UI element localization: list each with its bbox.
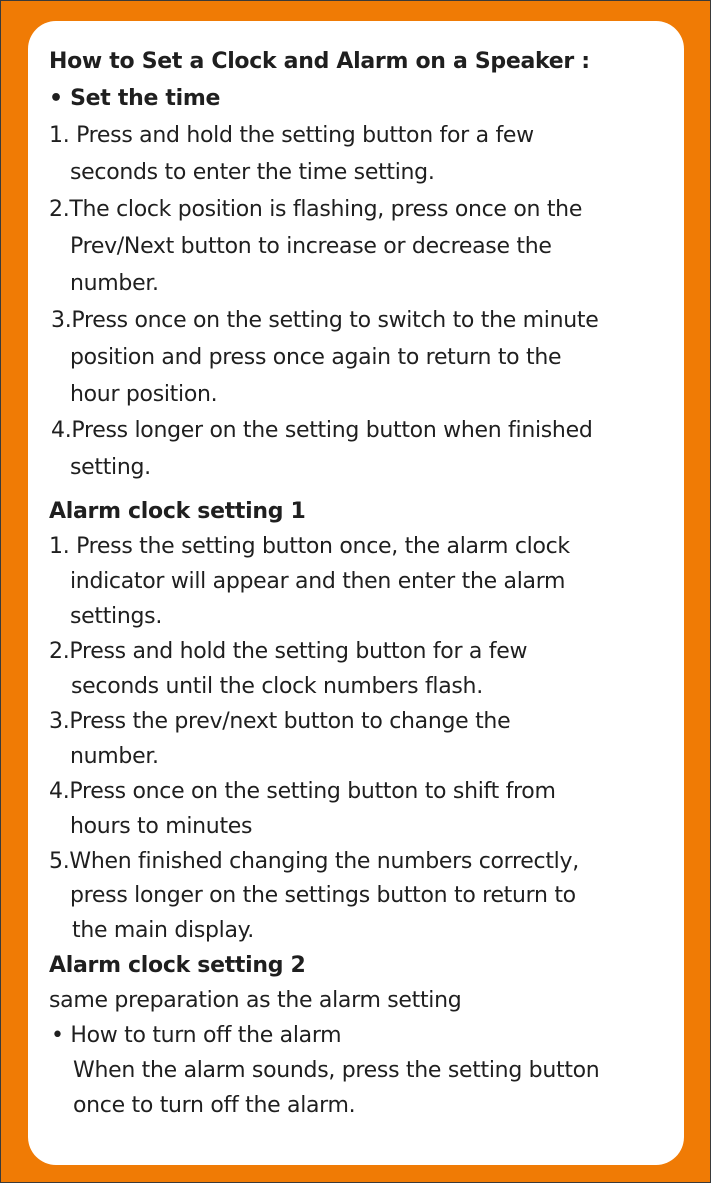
alarm1-step-2-line-2: seconds until the clock numbers flash. bbox=[71, 674, 483, 699]
set-time-step-2-line-2: Prev/Next button to increase or decrease the bbox=[70, 234, 552, 259]
set-time-step-4-line-2: setting. bbox=[70, 455, 151, 480]
alarm1-step-3-line-1: 3.Press the prev/next button to change the bbox=[49, 709, 511, 734]
instruction-card bbox=[28, 21, 684, 1165]
set-time-step-1-line-1: 1. Press and hold the setting button for a few bbox=[49, 123, 534, 148]
alarm1-step-3-line-2: number. bbox=[70, 744, 159, 769]
alarm1-heading: Alarm clock setting 1 bbox=[49, 499, 306, 524]
alarm2-note-line-1: When the alarm sounds, press the setting button bbox=[73, 1058, 600, 1083]
alarm1-step-5-line-1: 5.When finished changing the numbers correctly, bbox=[49, 849, 579, 874]
set-time-step-3-line-1: 3.Press once on the setting to switch to the minute bbox=[51, 308, 599, 333]
set-time-step-4-line-1: 4.Press longer on the setting button when finished bbox=[51, 418, 593, 443]
set-time-heading: • Set the time bbox=[49, 86, 221, 111]
alarm1-step-1-line-1: 1. Press the setting button once, the alarm clock bbox=[49, 534, 570, 559]
set-time-step-3-line-3: hour position. bbox=[70, 382, 218, 407]
alarm2-note-line-2: once to turn off the alarm. bbox=[73, 1093, 356, 1118]
alarm1-step-5-line-3: the main display. bbox=[72, 918, 254, 943]
alarm1-step-4-line-2: hours to minutes bbox=[70, 814, 253, 839]
alarm1-step-2-line-1: 2.Press and hold the setting button for a few bbox=[49, 639, 528, 664]
alarm1-step-1-line-2: indicator will appear and then enter the alarm bbox=[70, 569, 566, 594]
alarm1-step-5-line-2: press longer on the settings button to return to bbox=[70, 883, 576, 908]
set-time-step-2-line-3: number. bbox=[70, 271, 159, 296]
set-time-step-1-line-2: seconds to enter the time setting. bbox=[70, 160, 435, 185]
alarm2-bullet: • How to turn off the alarm bbox=[51, 1023, 342, 1048]
alarm1-step-1-line-3: settings. bbox=[70, 604, 163, 629]
set-time-step-2-line-1: 2.The clock position is flashing, press once on the bbox=[49, 197, 583, 222]
page-title: How to Set a Clock and Alarm on a Speaker : bbox=[49, 49, 590, 74]
alarm2-heading: Alarm clock setting 2 bbox=[49, 953, 306, 978]
alarm1-step-4-line-1: 4.Press once on the setting button to shift from bbox=[49, 779, 556, 804]
set-time-step-3-line-2: position and press once again to return to the bbox=[70, 345, 562, 370]
alarm2-intro: same preparation as the alarm setting bbox=[49, 988, 462, 1013]
